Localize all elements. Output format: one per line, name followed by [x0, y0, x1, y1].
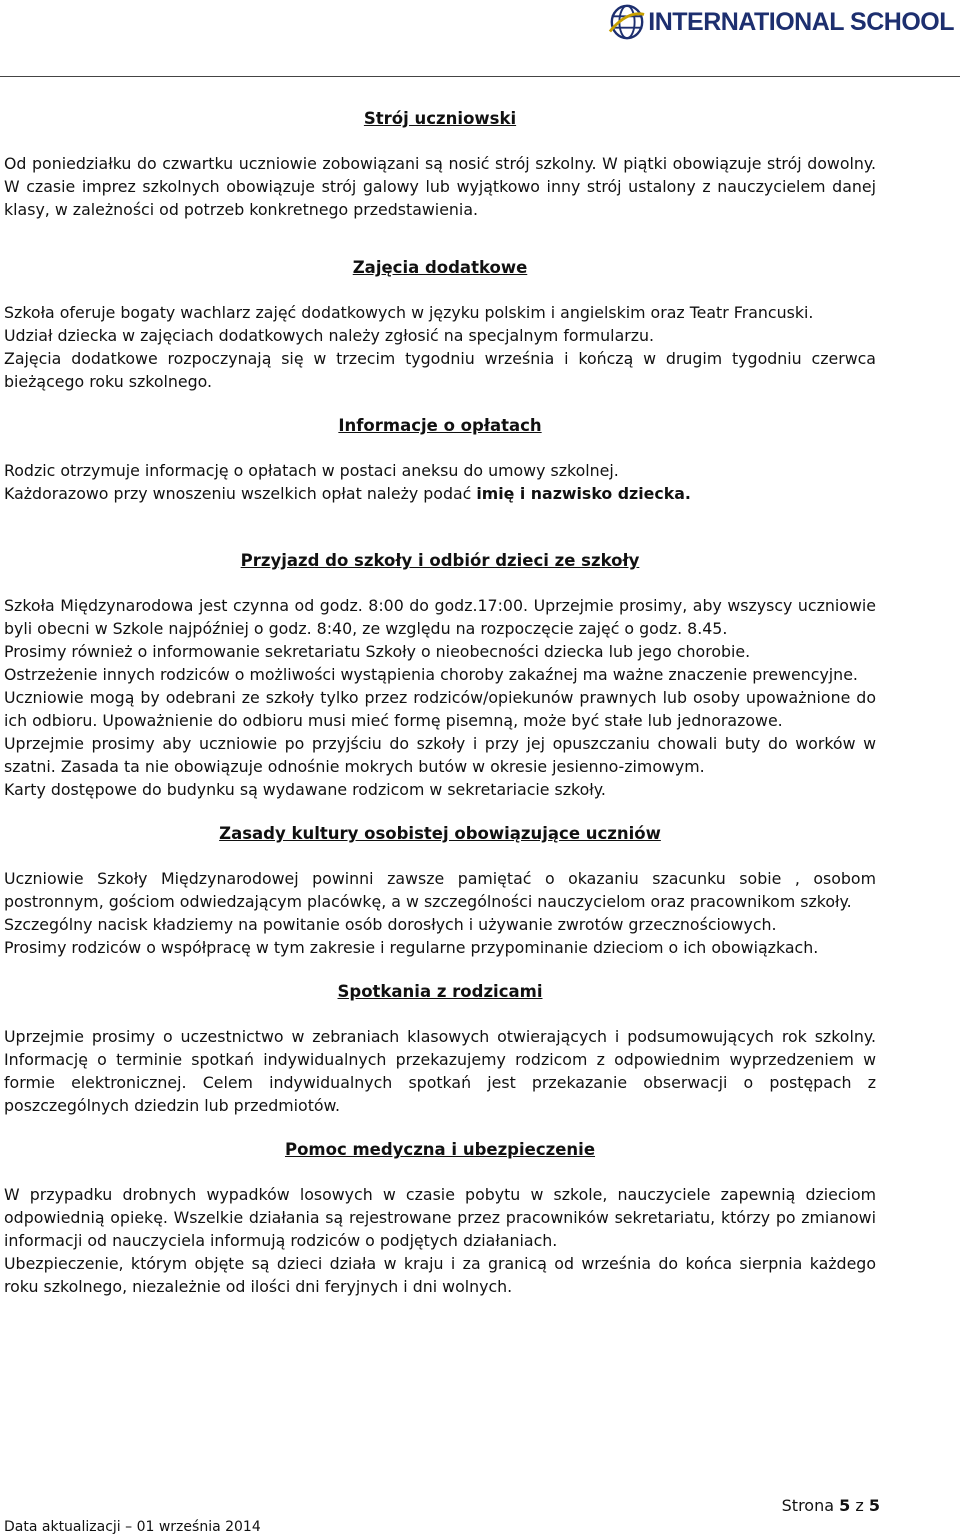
paragraph: Prosimy rodziców o współpracę w tym zakresie i regularne przypominanie dzieciom o ich obowiązkach.: [4, 938, 819, 957]
section-personal-conduct: [4, 823, 876, 959]
paragraph: Uczniowie mogą by odebrani ze szkoły tylko przez rodziców/opiekunów prawnych lub osoby upoważnione do ich odbioru. Upoważnienie do odbioru musi mieć formę pisemną, może być stałe lub jednorazowe.: [4, 688, 876, 730]
globe-icon: [608, 3, 646, 41]
paragraph: Od poniedziałku do czwartku uczniowie zobowiązani są nosić strój szkolny. W piątki obowiązuje strój dowolny. W czasie imprez szkolnych obowiązuje strój galowy lub wyjątkowo inny strój ustalony z nauczycielem danej klasy, w zależności od potrzeb konkretnego przedstawienia.: [4, 154, 876, 219]
section-title: Spotkania z rodzicami: [337, 982, 543, 1001]
paragraph: Karty dostępowe do budynku są wydawane rodzicom w sekretariacie szkoły.: [4, 780, 606, 799]
section-extra-classes: [4, 257, 876, 393]
page-of: z: [855, 1496, 864, 1515]
paragraph: Zajęcia dodatkowe rozpoczynają się w trzecim tygodniu września i kończą w drugim tygodniu czerwca bieżącego roku szkolnego.: [4, 349, 876, 391]
paragraph: W przypadku drobnych wypadków losowych w czasie pobytu w szkole, nauczyciele zapewnią dzieciom odpowiednią opiekę. Wszelkie działania są rejestrowane przez pracowników sekretariatu, którzy po zmianowi informacji od nauczyciela informują rodziców o podjętych działaniach.: [4, 1185, 876, 1250]
page-total: 5: [868, 1496, 880, 1515]
paragraph: Ostrzeżenie innych rodziców o możliwości wystąpienia choroby zakaźnej ma ważne znaczenie prewencyjne.: [4, 665, 858, 684]
page-label: Strona: [781, 1496, 835, 1515]
logo-text: INTERNATIONAL SCHOOL: [648, 7, 954, 36]
section-title: Zasady kultury osobistej obowiązujące uczniów: [219, 824, 661, 843]
section-medical-insurance: [4, 1139, 876, 1298]
section-title: Pomoc medyczna i ubezpieczenie: [284, 1140, 596, 1159]
paragraph: [4, 482, 876, 505]
section-school-uniform: [4, 108, 876, 221]
page-number: [782, 1496, 880, 1515]
fees-note-prefix: Każdorazowo przy wnoszeniu wszelkich opłat należy podać: [4, 484, 477, 503]
section-arrival-pickup: [4, 550, 876, 801]
page-header: [0, 0, 960, 78]
paragraph: Prosimy również o informowanie sekretariatu Szkoły o nieobecności dziecka lub jego chorobie.: [4, 642, 751, 661]
paragraph: Rodzic otrzymuje informację o opłatach w postaci aneksu do umowy szkolnej.: [4, 461, 619, 480]
section-title: Informacje o opłatach: [338, 416, 542, 435]
page-current: 5: [839, 1496, 851, 1515]
paragraph: Uprzejmie prosimy o uczestnictwo w zebraniach klasowych otwierających i podsumowujących rok szkolny. Informację o terminie spotkań indywidualnych przekazujemy rodzicom z odpowiednim wyprzedzeniem w formie elektronicznej. Celem indywidualnych spotkań jest przekazanie obserwacji o postępach z poszczególnych dziedzin lub przedmiotów.: [4, 1027, 876, 1115]
section-parent-meetings: [4, 981, 876, 1117]
header-rule: [0, 76, 960, 77]
paragraph: Uczniowie Szkoły Międzynarodowej powinni zawsze pamiętać o okazaniu szacunku sobie , osobom postronnym, gościom odwiedzającym placówkę, a w szczególności nauczycielom oraz pracownikom szkoły.: [4, 869, 876, 911]
fees-note-bold: imię i nazwisko dziecka.: [476, 484, 691, 503]
paragraph: Udział dziecka w zajęciach dodatkowych należy zgłosić na specjalnym formularzu.: [4, 326, 655, 345]
section-fees: [4, 415, 876, 505]
section-title: Strój uczniowski: [363, 109, 517, 128]
document-body: [4, 108, 876, 1298]
paragraph: Szkoła Międzynarodowa jest czynna od godz. 8:00 do godz.17:00. Uprzejmie prosimy, aby wszyscy uczniowie byli obecni w Szkole najpóźniej o godz. 8:40, ze względu na rozpoczęcie zajęć o godz. 8.45.: [4, 596, 876, 638]
paragraph: Ubezpieczenie, którym objęte są dzieci działa w kraju i za granicą od września do końca sierpnia każdego roku szkolnego, niezależnie od ilości dni feryjnych i dni wolnych.: [4, 1254, 876, 1296]
paragraph: Uprzejmie prosimy aby uczniowie po przyjściu do szkoły i przy jej opuszczaniu chowali buty do worków w szatni. Zasada ta nie obowiązuje odnośnie mokrych butów w okresie jesienno-zimowym.: [4, 734, 876, 776]
section-title: Przyjazd do szkoły i odbiór dzieci ze szkoły: [240, 551, 640, 570]
section-title: Zajęcia dodatkowe: [352, 258, 528, 277]
update-date: Data aktualizacji – 01 września 2014: [4, 1519, 261, 1535]
paragraph: Szczególny nacisk kładziemy na powitanie osób dorosłych i używanie zwrotów grzecznościowych.: [4, 915, 777, 934]
school-logo: [608, 2, 954, 42]
paragraph: Szkoła oferuje bogaty wachlarz zajęć dodatkowych w języku polskim i angielskim oraz Teatr Francuski.: [4, 303, 814, 322]
